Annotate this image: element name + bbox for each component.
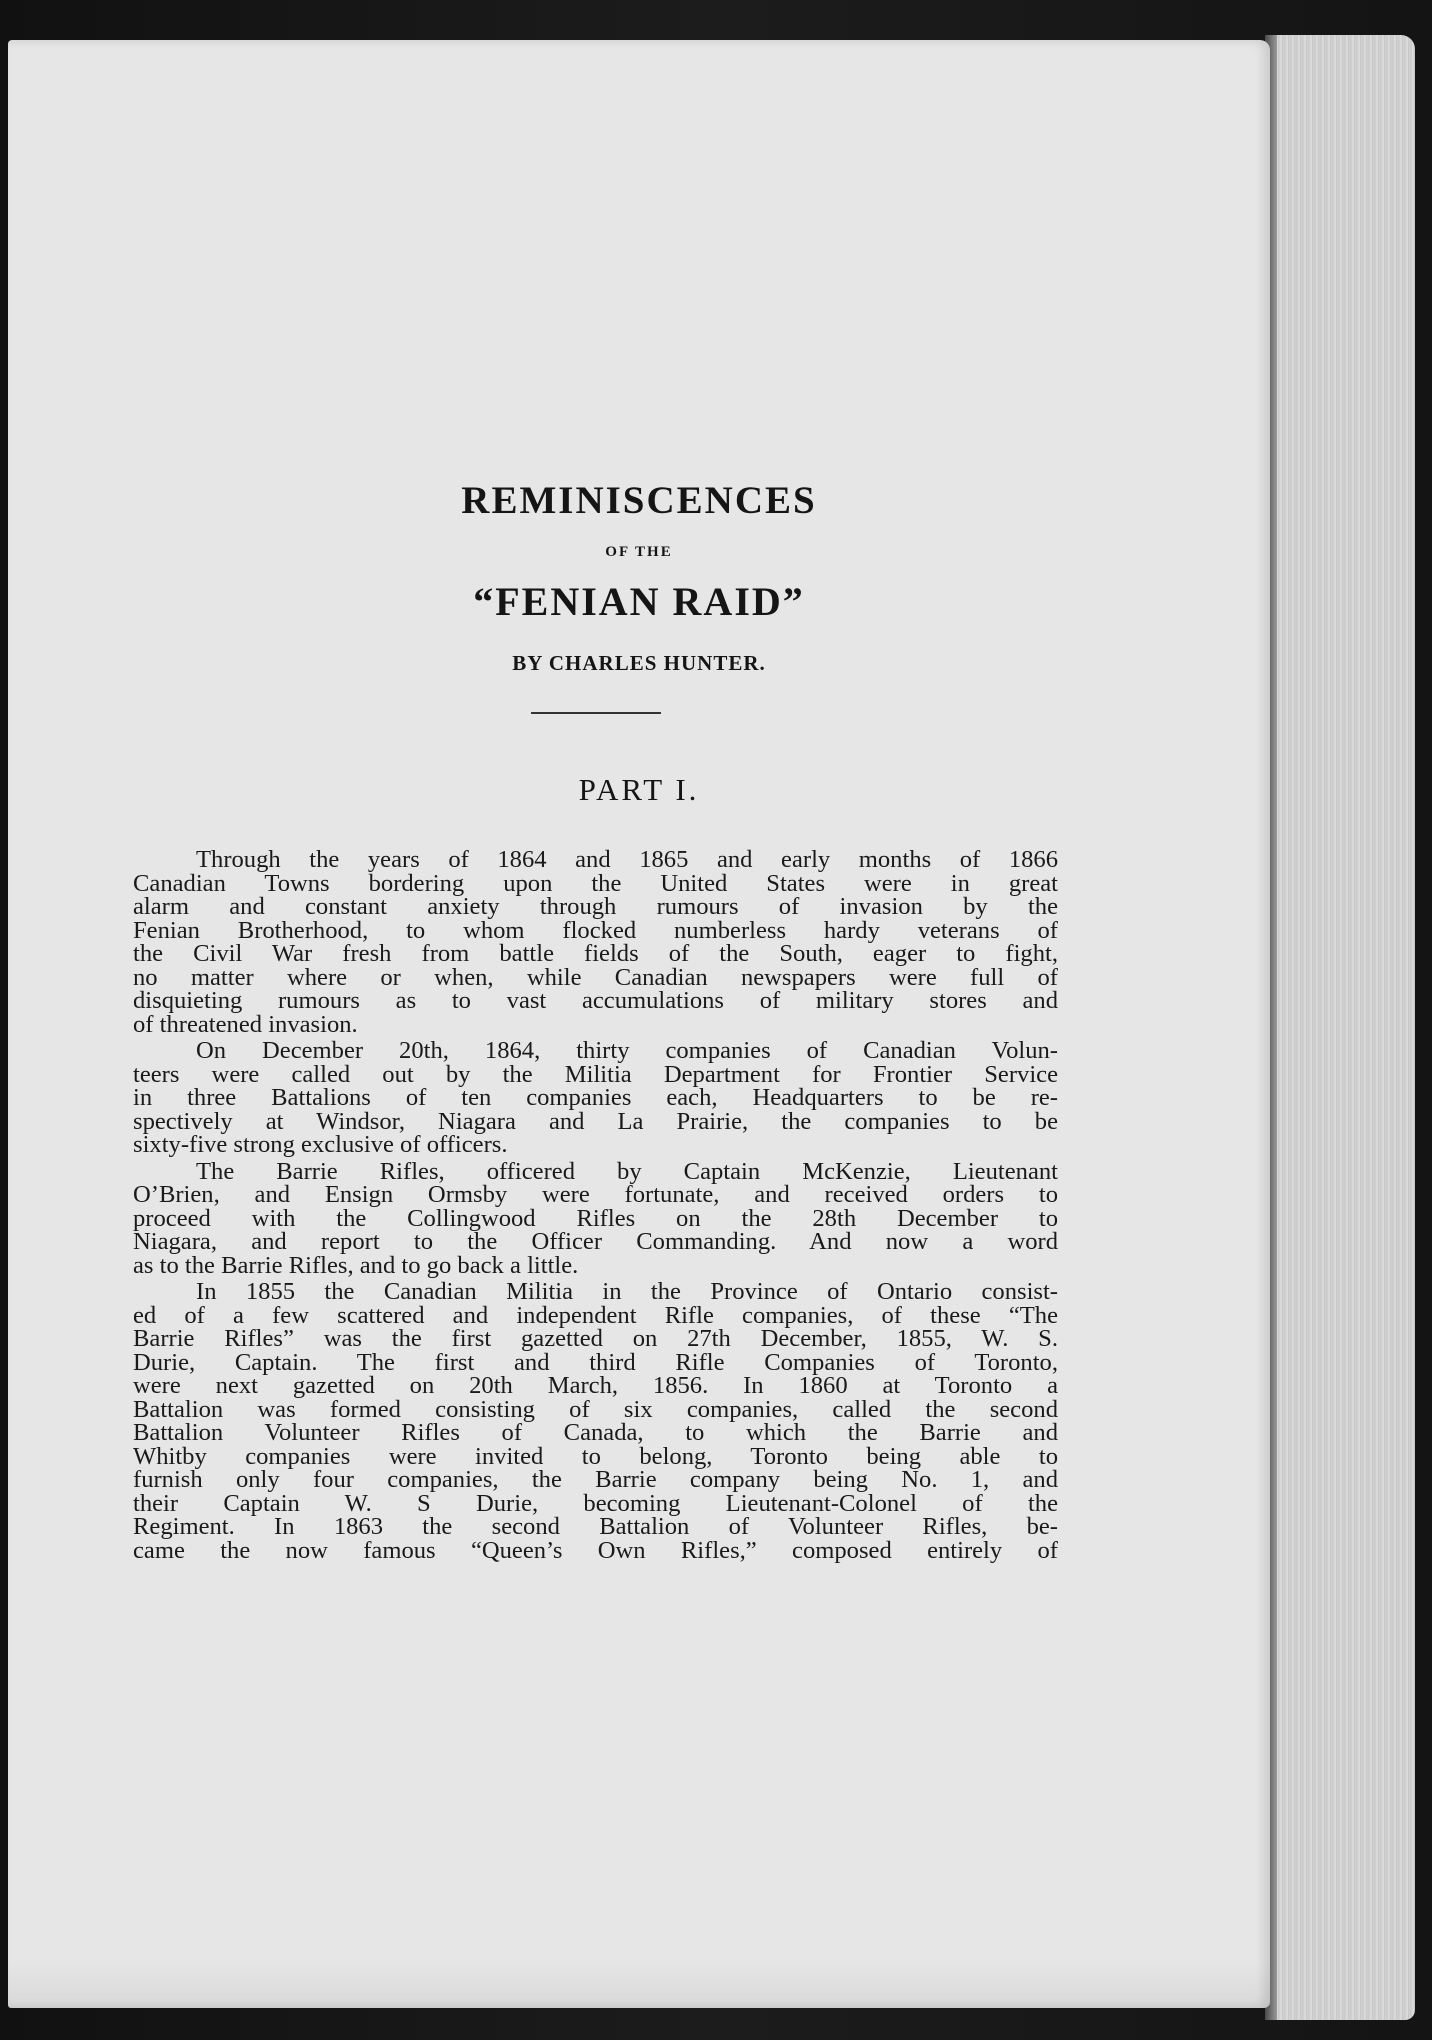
text-line: Battalion Volunteer Rifles of Canada, to which the Barrie and	[133, 1419, 1058, 1446]
text-line: Regiment. In 1863 the second Battalion of Volunteer Rifles, be-	[133, 1513, 1058, 1540]
text-line: were next gazetted on 20th March, 1856. In 1860 at Toronto a	[133, 1372, 1058, 1399]
text-line: On December 20th, 1864, thirty companies of Canadian Volun-	[196, 1037, 1058, 1064]
text-line: Whitby companies were invited to belong, Toronto being able to	[133, 1442, 1058, 1470]
text-line: as to the Barrie Rifles, and to go back a little.	[133, 1251, 579, 1279]
text-line: Barrie Rifles” was the first gazetted on 27th December, 1855, W. S.	[133, 1325, 1058, 1352]
text-line: their Captain W. S Durie, becoming Lieutenant-Colonel of the	[133, 1489, 1058, 1517]
text-line: Canadian Towns bordering upon the United States were in great	[133, 869, 1058, 897]
page-stack-edge	[1265, 35, 1415, 2020]
text-line: Battalion was formed consisting of six companies, called the second	[133, 1395, 1058, 1423]
byline: BY CHARLES HUNTER.	[512, 651, 766, 675]
text-line: the Civil War fresh from battle fields of the South, eager to fight,	[133, 940, 1058, 967]
text-line: ed of a few scattered and independent Rifle companies, of these “The	[133, 1301, 1058, 1329]
text-line: sixty-five strong exclusive of officers.	[133, 1131, 508, 1158]
title-connector: OF THE	[605, 544, 673, 560]
title-divider	[531, 712, 661, 714]
text-line: of threatened invasion.	[133, 1010, 358, 1038]
text-line: Durie, Captain. The first and third Rifle Companies of Toronto,	[133, 1348, 1058, 1376]
text-line: The Barrie Rifles, officered by Captain McKenzie, Lieutenant	[196, 1157, 1058, 1185]
text-line: furnish only four companies, the Barrie company being No. 1, and	[133, 1466, 1058, 1493]
part-heading: PART I.	[578, 772, 700, 807]
text-line: alarm and constant anxiety through rumours of invasion by the	[133, 893, 1058, 920]
text-line: O’Brien, and Ensign Ormsby were fortunate, and received orders to	[133, 1181, 1058, 1208]
text-line: spectively at Windsor, Niagara and La Prairie, the companies to be	[133, 1107, 1058, 1135]
text-line: proceed with the Collingwood Rifles on the 28th December to	[133, 1204, 1058, 1232]
book-page	[8, 40, 1270, 2008]
text-line: came the now famous “Queen’s Own Rifles,” composed entirely of	[133, 1536, 1058, 1564]
text-line: In 1855 the Canadian Militia in the Province of Ontario consist-	[196, 1278, 1058, 1305]
text-line: Fenian Brotherhood, to whom flocked numberless hardy veterans of	[133, 916, 1058, 944]
page-bottom-shade	[8, 1960, 1270, 2008]
text-line: disquieting rumours as to vast accumulations of military stores and	[133, 987, 1058, 1014]
text-line: no matter where or when, while Canadian newspapers were full of	[133, 963, 1058, 991]
text-line: in three Battalions of ten companies each, Headquarters to be re-	[133, 1084, 1058, 1111]
text-line: Through the years of 1864 and 1865 and early months of 1866	[196, 846, 1058, 873]
body-text	[133, 848, 1058, 1562]
text-line: teers were called out by the Militia Department for Frontier Service	[133, 1060, 1058, 1088]
text-line: Niagara, and report to the Officer Commanding. And now a word	[133, 1228, 1058, 1255]
page-subtitle: “FENIAN RAID”	[473, 579, 805, 624]
page-title: REMINISCENCES	[461, 479, 817, 522]
